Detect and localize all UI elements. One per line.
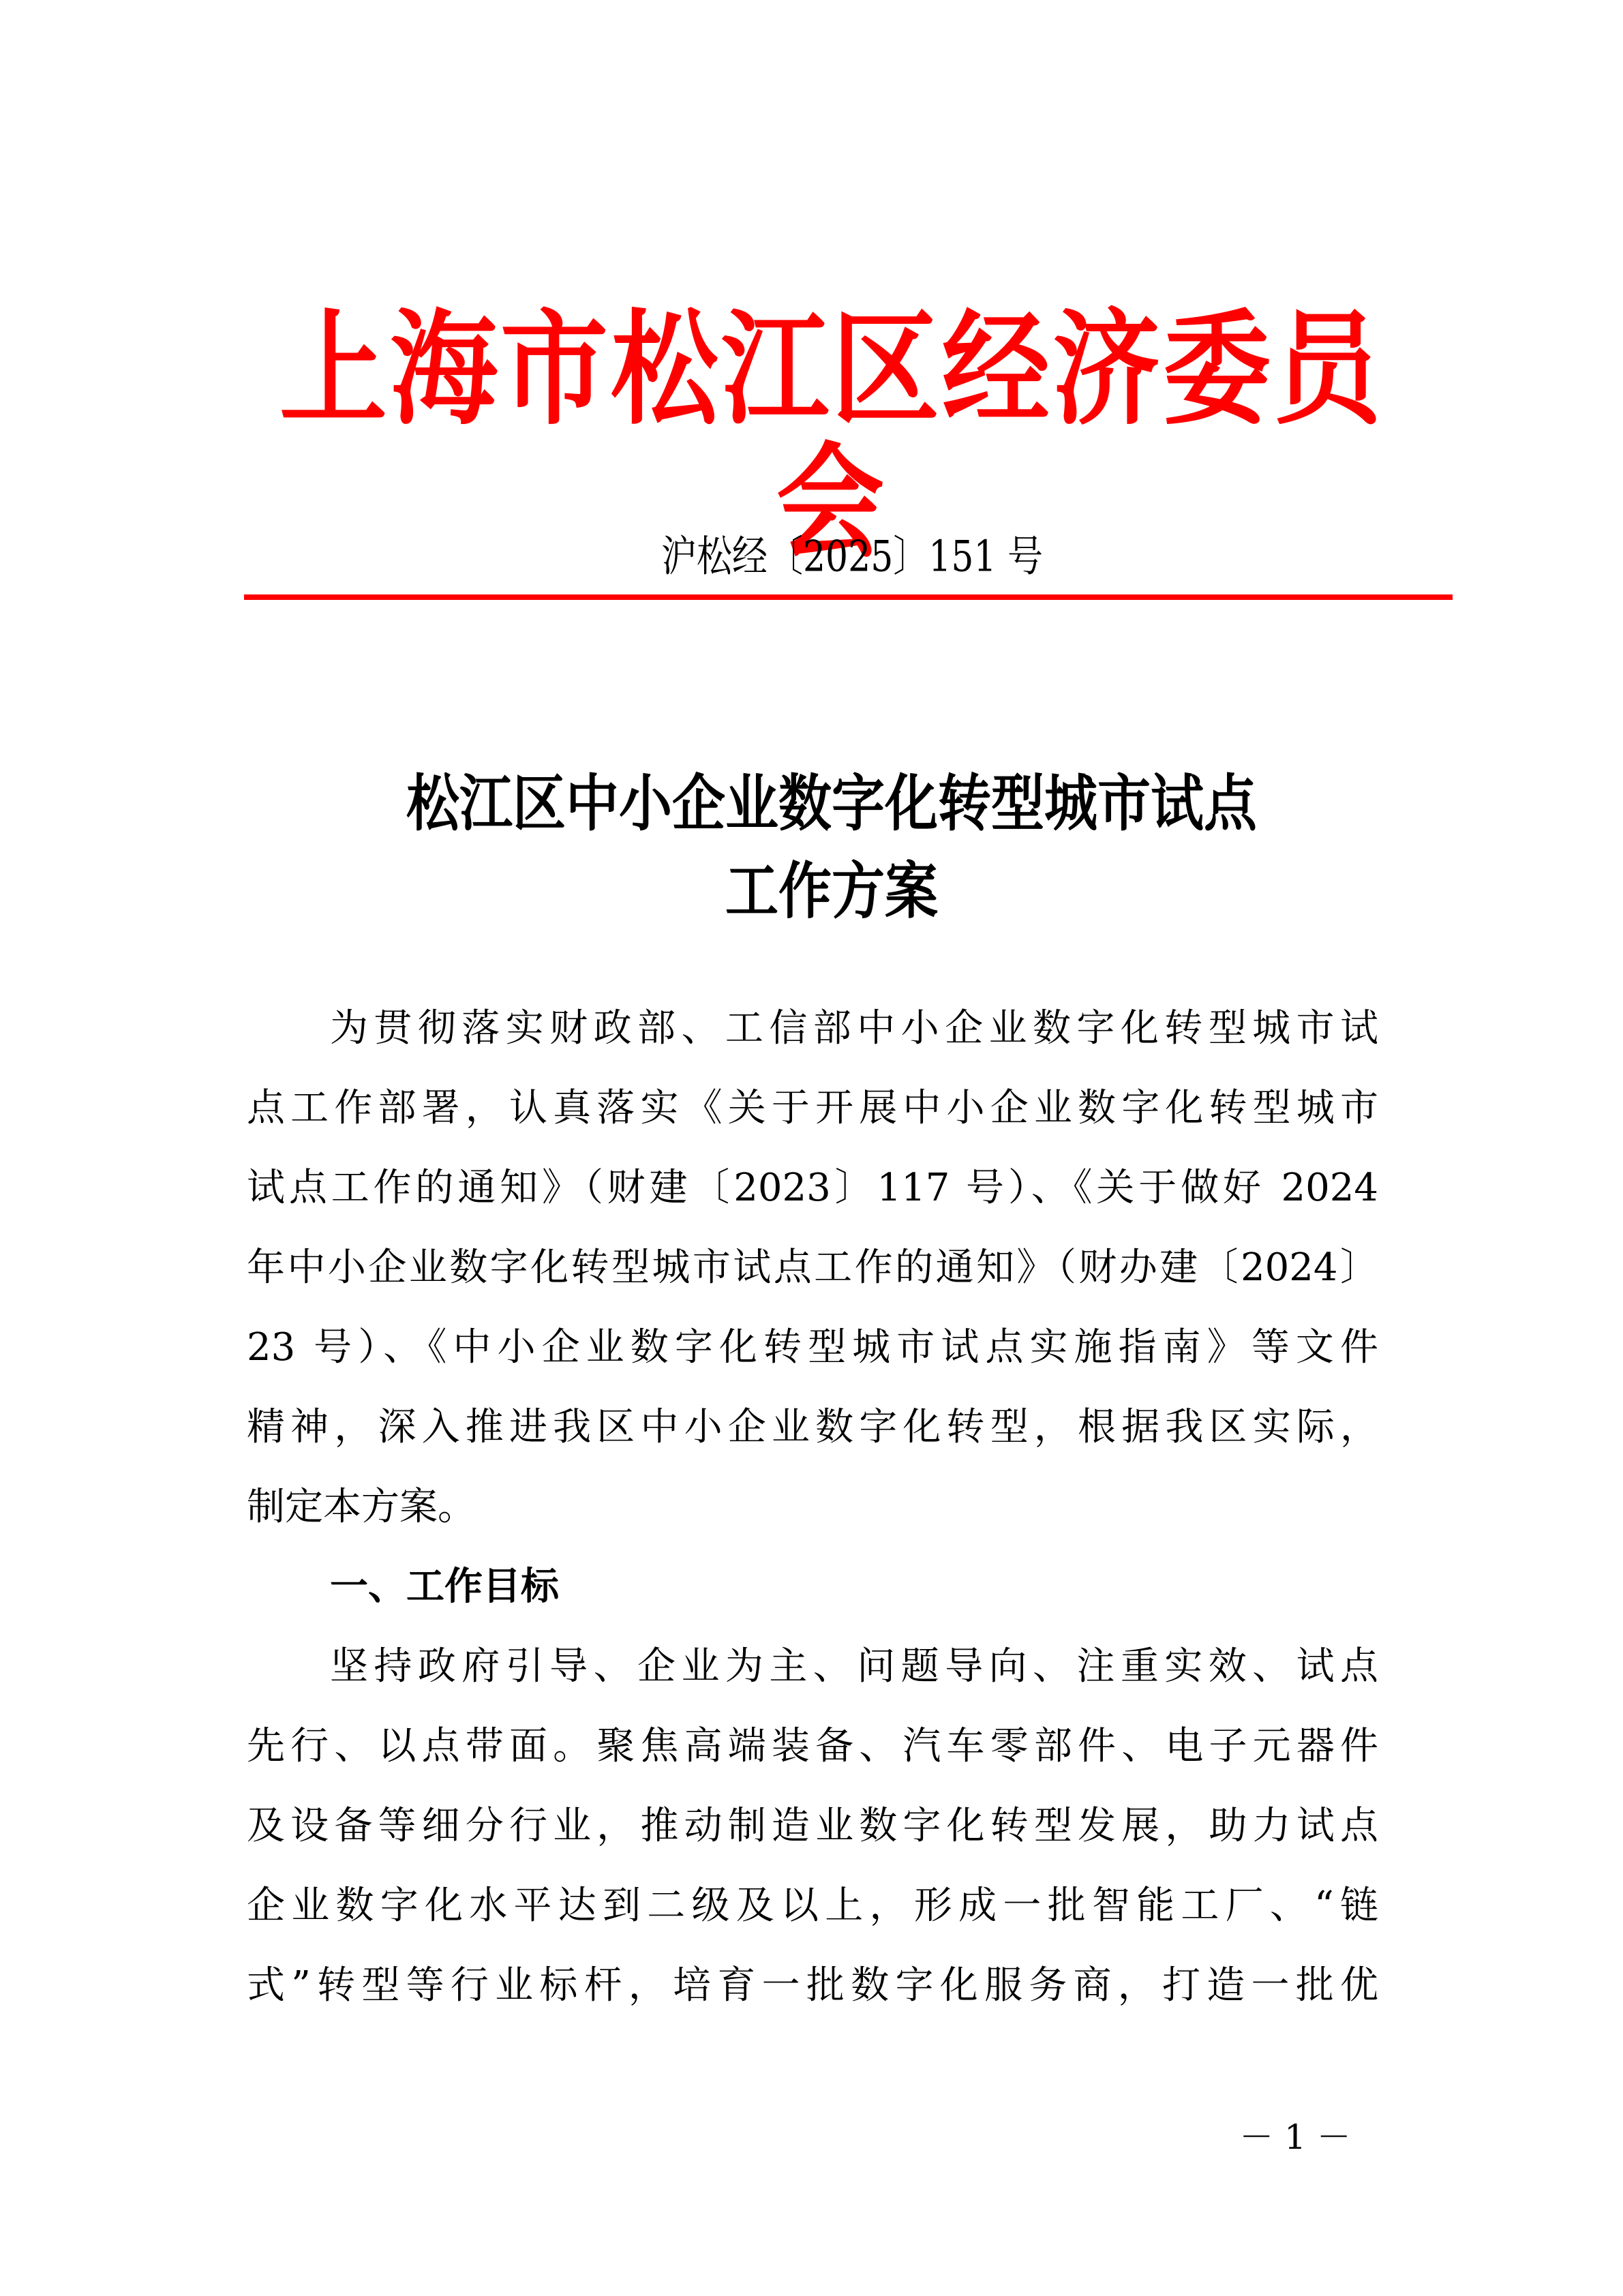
- body-line: 企业数字化水平达到二级及以上，形成一批智能工厂、“链: [247, 1884, 1378, 1928]
- body-line: 精神，深入推进我区中小企业数字化转型，根据我区实际，: [247, 1405, 1378, 1449]
- body-line: 式”转型等行业标杆，培育一批数字化服务商，打造一批优: [247, 1963, 1378, 2008]
- red-separator-rule: [244, 594, 1453, 600]
- body-line: 年中小企业数字化转型城市试点工作的通知》（财办建〔2024〕: [247, 1245, 1378, 1290]
- body-line: 先行、以点带面。聚焦高端装备、汽车零部件、电子元器件: [247, 1724, 1378, 1768]
- document-body: [247, 988, 1378, 2025]
- agency-letterhead: 上海市松江区经济委员会: [279, 297, 1384, 576]
- body-line: 坚持政府引导、企业为主、问题导向、注重实效、试点: [330, 1644, 1378, 1689]
- section-heading: 一、工作目标: [330, 1565, 559, 1609]
- document-number: 沪松经〔2025〕151 号: [661, 532, 1044, 581]
- body-line: 23 号）、《中小企业数字化转型城市试点实施指南》等文件: [247, 1325, 1378, 1370]
- document-title: [232, 760, 1431, 936]
- body-line: 试点工作的通知》（财建〔2023〕117 号）、《关于做好 2024: [247, 1166, 1378, 1210]
- body-line: 制定本方案。: [247, 1485, 476, 1529]
- body-line: 为贯彻落实财政部、工信部中小企业数字化转型城市试: [330, 1006, 1378, 1051]
- body-line: 及设备等细分行业，推动制造业数字化转型发展，助力试点: [247, 1804, 1378, 1848]
- title-line-1: 松江区中小企业数字化转型城市试点: [406, 768, 1257, 840]
- title-line-2: 工作方案: [725, 856, 938, 927]
- page-number: － 1 －: [1239, 2117, 1351, 2157]
- body-line: 点工作部署，认真落实《关于开展中小企业数字化转型城市: [247, 1086, 1378, 1130]
